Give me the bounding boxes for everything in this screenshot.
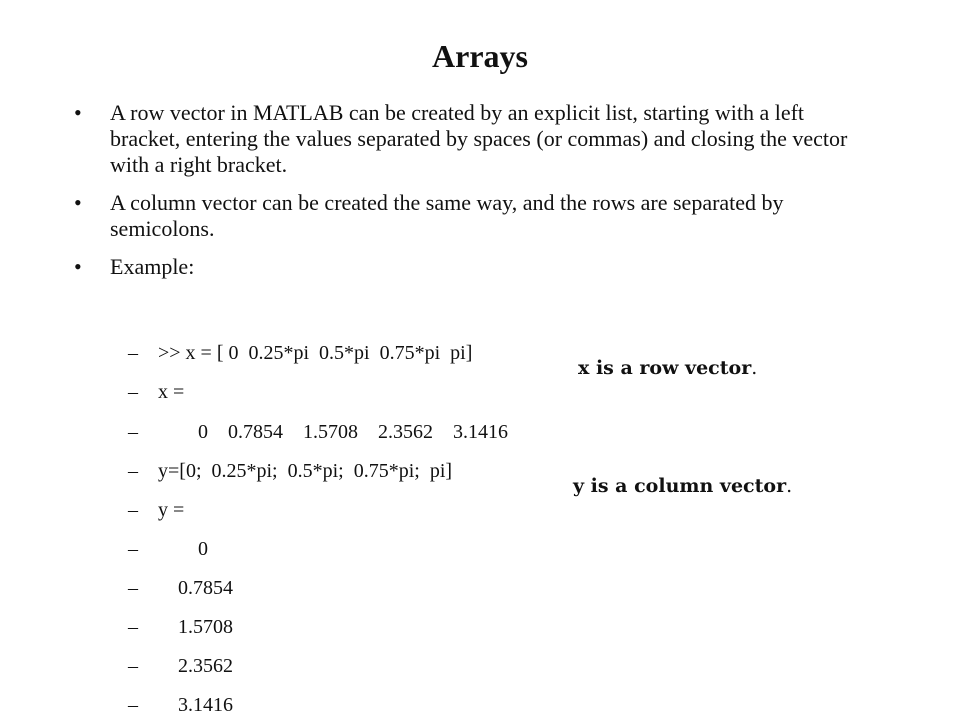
dash-marker: – — [128, 616, 138, 638]
sub-item-y-output-label — [118, 474, 793, 521]
bullet-list — [70, 100, 870, 292]
sub-item-text: 0.7854 — [158, 577, 233, 599]
bullet-marker: • — [74, 100, 82, 125]
sub-item-y-value — [118, 513, 208, 560]
bullet-item-column-vector — [70, 190, 870, 242]
dash-marker: – — [128, 421, 138, 443]
dash-marker: – — [128, 499, 138, 521]
sub-item-y-value — [118, 669, 233, 716]
dash-marker: – — [128, 381, 138, 403]
bullet-item-example — [70, 254, 870, 280]
sub-item-text: 0 — [158, 538, 208, 560]
dash-marker: – — [128, 655, 138, 677]
sub-item-text: y = — [158, 499, 185, 521]
slide-title: Arrays — [432, 38, 528, 74]
sub-item-text: 2.3562 — [158, 655, 233, 677]
sub-item-y-value — [118, 630, 233, 677]
sub-item-text: y=[0; 0.25*pi; 0.5*pi; 0.75*pi; pi] — [158, 460, 453, 482]
sub-item-text: 1.5708 — [158, 616, 233, 638]
dash-marker: – — [128, 460, 138, 482]
sub-item-y-command — [118, 435, 453, 482]
dash-marker: – — [128, 538, 138, 560]
bullet-marker: • — [74, 190, 82, 215]
sub-item-x-command — [118, 317, 473, 364]
bullet-text: A column vector can be created the same way, and the rows are separated by semicolons. — [110, 190, 784, 241]
sub-item-x-output-label — [118, 356, 758, 403]
sub-item-text: >> x = [ 0 0.25*pi 0.5*pi 0.75*pi pi] — [158, 342, 473, 364]
bullet-text: A row vector in MATLAB can be created by an explicit list, starting with a left bracket, entering the values separated by spaces (or commas) and closing the vector with a right bracket. — [110, 100, 848, 177]
sub-item-text: 0 0.7854 1.5708 2.3562 3.1416 — [158, 421, 508, 443]
row-vector-note: x is a row vector. — [578, 357, 758, 379]
dash-marker: – — [128, 577, 138, 599]
bullet-text: Example: — [110, 254, 195, 279]
sub-item-text: 3.1416 — [158, 694, 233, 716]
sub-item-x-values — [118, 396, 508, 443]
dash-marker: – — [128, 342, 138, 364]
sub-item-text: x = — [158, 381, 185, 403]
dash-marker: – — [128, 694, 138, 716]
bullet-marker: • — [74, 254, 82, 279]
sub-item-y-value — [118, 591, 233, 638]
column-vector-note: y is a column vector. — [573, 475, 793, 497]
sub-item-y-value — [118, 552, 233, 599]
bullet-item-row-vector — [70, 100, 870, 178]
